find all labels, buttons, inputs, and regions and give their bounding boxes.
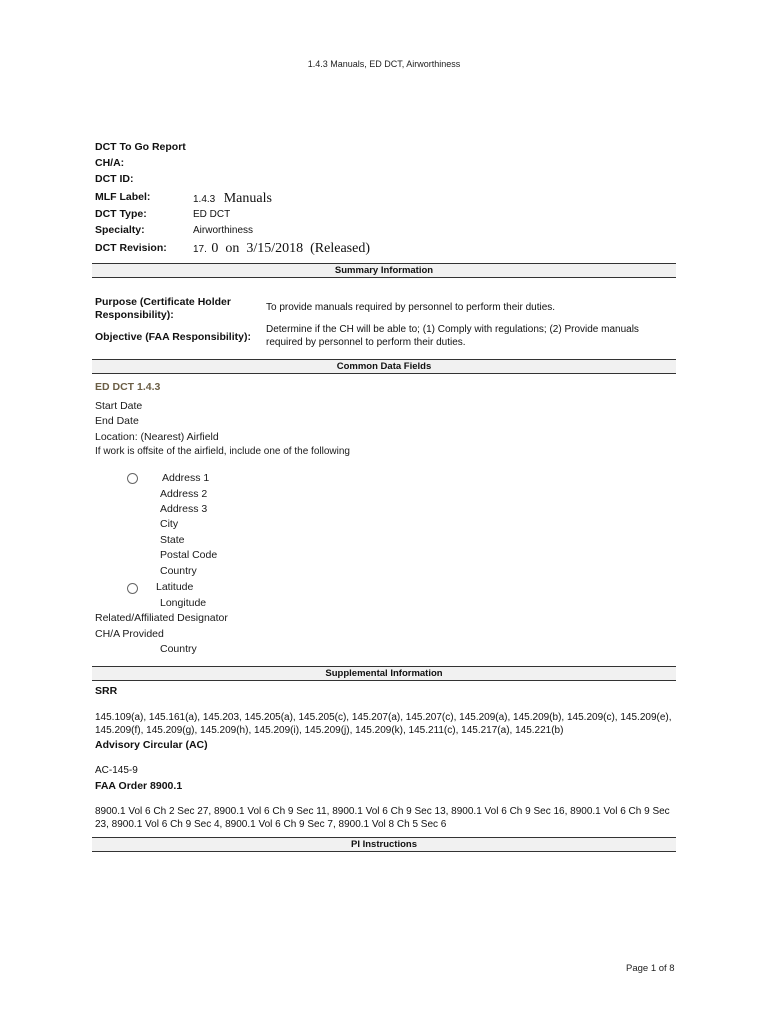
objective-label: Objective (FAA Responsibility):: [95, 331, 251, 343]
postal-code-field: Postal Code: [160, 549, 218, 561]
dct-type-label: DCT Type:: [95, 208, 147, 220]
country-field: Country: [160, 565, 197, 577]
end-date: End Date: [95, 415, 139, 427]
dct-revision-label: DCT Revision:: [95, 242, 167, 254]
state-field: State: [160, 534, 185, 546]
summary-band: Summary Information: [92, 263, 676, 278]
ed-dct-title: ED DCT 1.4.3: [95, 381, 161, 393]
page-header-title: 1.4.3 Manuals, ED DCT, Airworthiness: [307, 59, 461, 69]
country-field-2: Country: [160, 643, 197, 655]
purpose-value: To provide manuals required by personnel to perform their duties.: [266, 302, 556, 313]
objective-value: Determine if the CH will be able to; (1) Comply with regulations; (2) Provide manuals required by personnel to perform their duties.: [266, 324, 639, 348]
cha-label: CH/A:: [95, 157, 125, 169]
faa-order-heading: FAA Order 8900.1: [95, 780, 183, 792]
cha-provided: CH/A Provided: [95, 628, 164, 640]
mlf-value: [193, 189, 272, 207]
city-field: City: [160, 518, 179, 530]
latlong-radio[interactable]: [127, 583, 138, 594]
start-date: Start Date: [95, 400, 143, 412]
purpose-label: Purpose (Certificate Holder Responsibility):: [95, 296, 231, 321]
supplemental-band: Supplemental Information: [92, 666, 676, 681]
ac-text: AC-145-9: [95, 765, 138, 776]
common-data-band: Common Data Fields: [92, 359, 676, 374]
longitude-field: Longitude: [160, 597, 207, 609]
latitude-field: Latitude: [156, 581, 194, 593]
mlf-label: MLF Label:: [95, 191, 151, 203]
specialty-label: Specialty:: [95, 224, 145, 236]
page-number: Page 1 of 8: [626, 963, 675, 974]
offsite-note: If work is offsite of the airfield, include one of the following: [95, 446, 350, 457]
dct-id-label: DCT ID:: [95, 173, 134, 185]
dct-revision-value: [193, 239, 370, 257]
mlf-number: 1.4.3: [193, 194, 216, 205]
revision-number: 17.: [193, 244, 207, 255]
report-title: DCT To Go Report: [95, 141, 186, 153]
mlf-name: Manuals: [223, 191, 272, 206]
related-designator: Related/Affiliated Designator: [95, 612, 228, 624]
address-3: Address 3: [160, 503, 208, 515]
address-1: Address 1: [162, 472, 210, 484]
ac-heading: Advisory Circular (AC): [95, 739, 208, 751]
specialty-value: Airworthiness: [193, 225, 254, 236]
srr-text: 145.109(a), 145.161(a), 145.203, 145.205(a), 145.205(c), 145.207(a), 145.207(c), 145.209(a), 145.209(b), 145.209(c), 145.209(e), 145.209(f), 145.209(g), 145.209(h), 145.209(i), 145.209(j), 145.209(k), 145.211(c), 145.217(a), 145.221(b): [95, 712, 672, 736]
location-field: Location: (Nearest) Airfield: [95, 431, 219, 443]
faa-order-text: 8900.1 Vol 6 Ch 2 Sec 27, 8900.1 Vol 6 Ch 9 Sec 11, 8900.1 Vol 6 Ch 9 Sec 13, 8900.1 Vol 6 Ch 9 Sec 16, 8900.1 Vol 6 Ch 9 Sec 23, 8900.1 Vol 6 Ch 9 Sec 4, 8900.1 Vol 6 Ch 9 Sec 7, 8900.1 Vol 8 Ch 5 Sec 6: [95, 806, 670, 830]
srr-heading: SRR: [95, 685, 118, 697]
address-radio[interactable]: [127, 473, 138, 484]
revision-status: 0 on 3/15/2018 (Released): [211, 241, 370, 256]
address-2: Address 2: [160, 488, 208, 500]
dct-type-value: ED DCT: [193, 209, 231, 220]
pi-instructions-band: PI Instructions: [92, 837, 676, 852]
